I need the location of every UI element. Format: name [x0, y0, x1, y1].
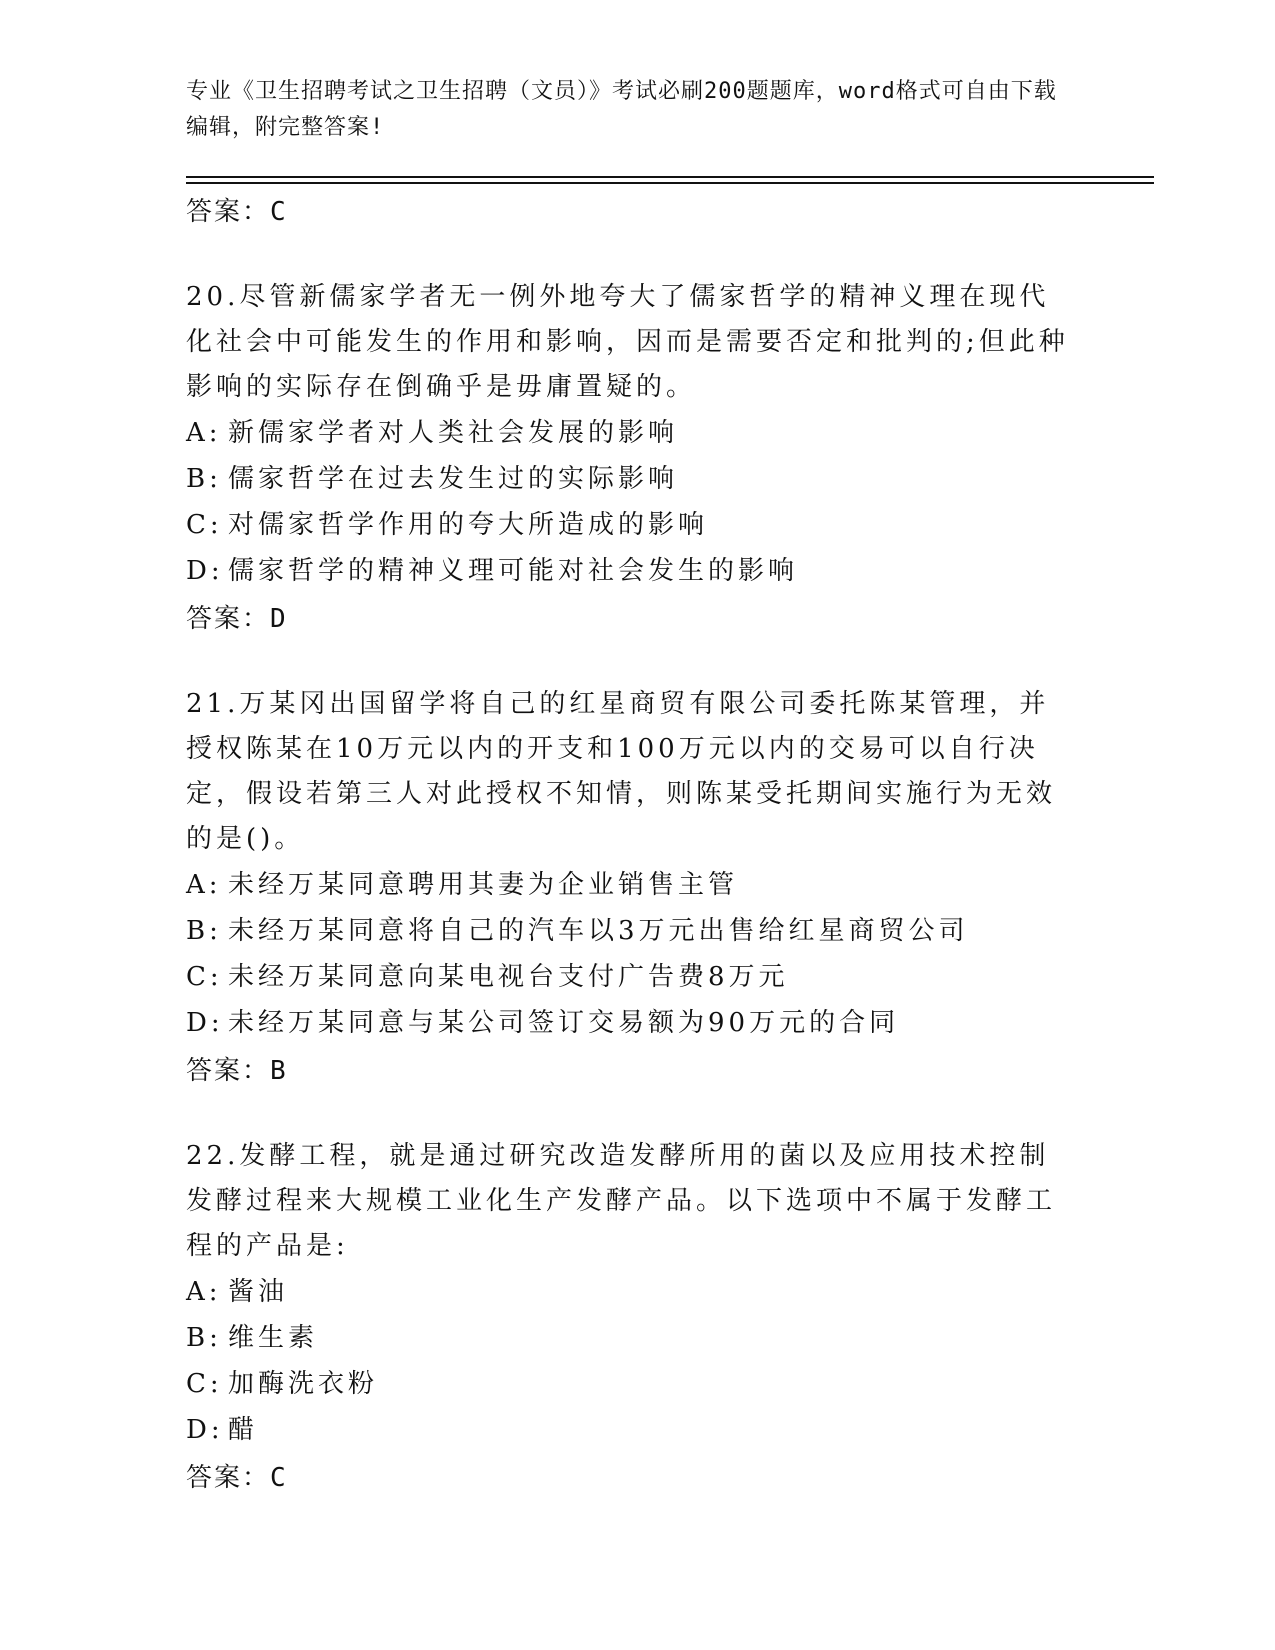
- option-key: C:: [186, 962, 223, 992]
- option-key: B:: [186, 464, 222, 494]
- question-stem: 20.尽管新儒家学者无一例外地夸大了儒家哲学的精神义理在现代化社会中可能发生的作用和影响，因而是需要否定和批判的;但此种影响的实际存在倒确乎是毋庸置疑的。: [186, 282, 1069, 402]
- option-text: 未经万某同意聘用其妻为企业销售主管: [228, 870, 739, 900]
- option-d: [186, 548, 1076, 594]
- option-key: D:: [186, 1008, 224, 1038]
- option-a: [186, 862, 1076, 908]
- option-text: 酱油: [228, 1277, 289, 1307]
- option-a: [186, 410, 1076, 456]
- question-stem: 21.万某冈出国留学将自己的红星商贸有限公司委托陈某管理，并授权陈某在10万元以内的开支和100万元以内的交易可以自行决定，假设若第三人对此授权不知情，则陈某受托期间实施行为无效的是()。: [186, 689, 1057, 854]
- answer-line: 答案：C: [186, 197, 288, 227]
- option-key: C:: [186, 510, 223, 540]
- option-b: [186, 456, 1076, 502]
- option-text: 新儒家学者对人类社会发展的影响: [228, 418, 679, 448]
- question-block: [186, 682, 1076, 1096]
- option-text: 维生素: [228, 1323, 319, 1353]
- question-stem: 22.发酵工程，就是通过研究改造发酵所用的菌以及应用技术控制发酵过程来大规模工业化生产发酵产品。以下选项中不属于发酵工程的产品是:: [186, 1141, 1057, 1261]
- option-c: [186, 954, 1076, 1000]
- answer-line: 答案：C: [186, 1463, 288, 1493]
- header-rule-top: [186, 176, 1154, 178]
- option-text: 加酶洗衣粉: [228, 1369, 379, 1399]
- option-b: [186, 908, 1076, 954]
- option-key: C:: [186, 1369, 223, 1399]
- option-key: A:: [186, 1277, 222, 1307]
- option-d: [186, 1000, 1076, 1046]
- option-key: B:: [186, 1323, 222, 1353]
- option-text: 未经万某同意与某公司签订交易额为90万元的合同: [228, 1008, 900, 1038]
- option-b: [186, 1315, 1076, 1361]
- option-text: 儒家哲学在过去发生过的实际影响: [228, 464, 679, 494]
- option-a: [186, 1269, 1076, 1315]
- option-c: [186, 502, 1076, 548]
- option-key: D:: [186, 1415, 224, 1445]
- option-key: A:: [186, 418, 222, 448]
- option-text: 儒家哲学的精神义理可能对社会发生的影响: [228, 556, 799, 586]
- option-key: A:: [186, 870, 222, 900]
- question-list: [186, 187, 1076, 1503]
- option-c: [186, 1361, 1076, 1407]
- question-block: [186, 1134, 1076, 1503]
- header-rule-bottom: [186, 182, 1154, 184]
- option-text: 未经万某同意将自己的汽车以3万元出售给红星商贸公司: [228, 916, 969, 946]
- answer-line: 答案：B: [186, 1056, 288, 1086]
- option-key: D:: [186, 556, 224, 586]
- answer-line: 答案：D: [186, 604, 288, 634]
- option-text: 醋: [228, 1415, 259, 1445]
- question-block: [186, 275, 1076, 644]
- option-key: B:: [186, 916, 222, 946]
- option-text: 对儒家哲学作用的夸大所造成的影响: [228, 510, 709, 540]
- option-d: [186, 1407, 1076, 1453]
- page-header: 专业《卫生招聘考试之卫生招聘（文员）》考试必刷200题题库，word格式可自由下载编辑，附完整答案!: [186, 79, 1057, 140]
- option-text: 未经万某同意向某电视台支付广告费8万元: [228, 962, 789, 992]
